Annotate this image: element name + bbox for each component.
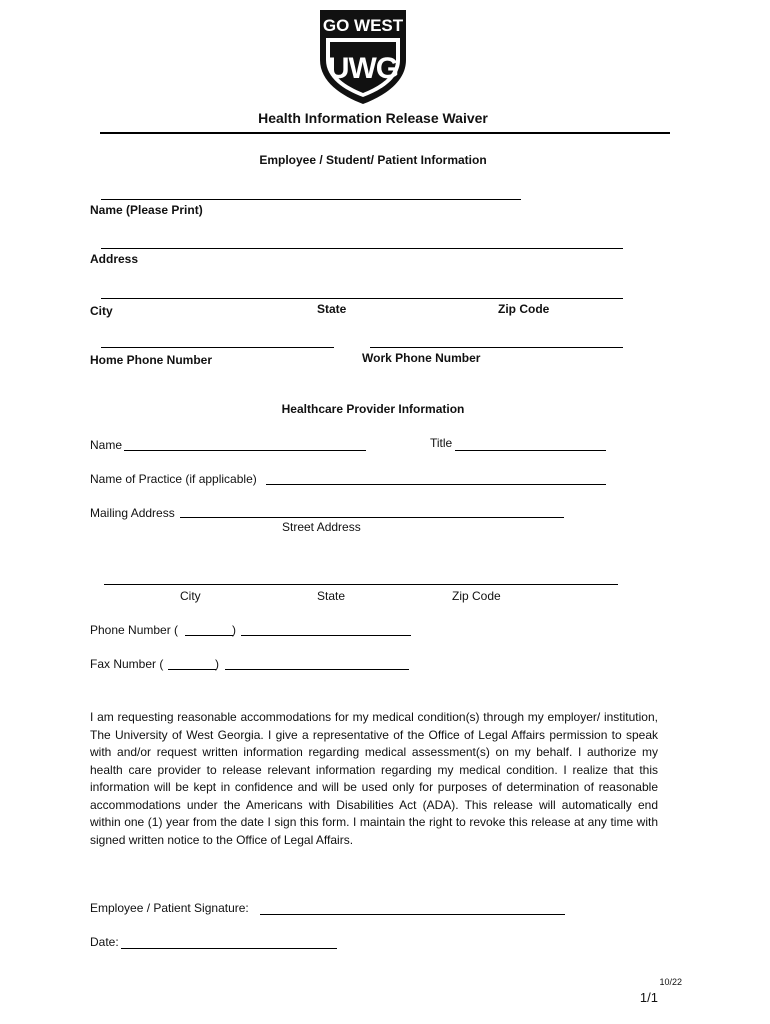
section-heading-provider: Healthcare Provider Information (281, 402, 465, 416)
fax-paren-close: ) (215, 657, 219, 671)
work-phone-field[interactable] (370, 347, 623, 348)
logo-top-text: GO WEST (322, 16, 404, 35)
street-address-label: Street Address (282, 520, 361, 534)
revision-date: 10/22 (659, 977, 682, 987)
state-label: State (317, 302, 347, 316)
name-label: Name (Please Print) (90, 203, 203, 217)
provider-city-label: City (180, 589, 201, 603)
provider-name-label: Name (90, 438, 123, 452)
phone-number-label: Phone Number ( (90, 623, 179, 637)
page-title: Health Information Release Waiver (258, 110, 488, 126)
fax-number-field[interactable] (225, 669, 409, 670)
provider-title-label: Title (430, 436, 453, 450)
logo-main-text: UWG (327, 52, 399, 85)
provider-state-label: State (317, 589, 346, 603)
mailing-address-label: Mailing Address (90, 506, 175, 520)
home-phone-field[interactable] (101, 347, 334, 348)
provider-zip-label: Zip Code (452, 589, 501, 603)
section-heading-employee: Employee / Student/ Patient Information (259, 153, 487, 167)
signature-field[interactable] (260, 900, 565, 915)
name-field[interactable] (101, 199, 521, 200)
title-rule (100, 132, 670, 134)
city-state-zip-field[interactable] (101, 298, 623, 299)
work-phone-label: Work Phone Number (362, 351, 481, 365)
provider-city-state-zip-field[interactable] (104, 584, 618, 585)
phone-paren-close: ) (232, 623, 236, 637)
practice-field[interactable] (266, 484, 606, 485)
uwg-go-west-logo (318, 8, 408, 106)
mailing-address-field[interactable] (180, 517, 564, 518)
address-field[interactable] (101, 248, 623, 249)
provider-title-field[interactable] (455, 450, 606, 451)
city-label: City (90, 304, 113, 318)
date-field[interactable] (121, 934, 337, 949)
home-phone-label: Home Phone Number (90, 353, 213, 367)
release-statement: I am requesting reasonable accommodations for my medical condition(s) through my employer/ institution, The University of West Georgia. I give a representative of the Office of Legal Affairs permission to speak with and/or request written information regarding medical assessment(s) on my behalf. I authorize my health care provider to release relevant information regarding my medical condition. I realize that this information will be kept in confidence and will be used only for purposes of determination of reasonable accommodations under the Americans with Disabilities Act (ADA). This release will automatically end within one (1) year from the date I sign this form. I maintain the right to revoke this release at any time with signed written notice to the Office of Legal Affairs. (90, 710, 658, 847)
date-label: Date: (90, 935, 119, 949)
zip-label: Zip Code (498, 302, 550, 316)
page-number: 1/1 (639, 990, 658, 1005)
provider-name-field[interactable] (124, 450, 366, 451)
signature-label: Employee / Patient Signature: (90, 901, 249, 915)
fax-area-code-field[interactable] (168, 669, 216, 670)
address-label: Address (90, 252, 139, 266)
practice-label: Name of Practice (if applicable) (90, 472, 257, 486)
phone-number-field[interactable] (241, 635, 411, 636)
fax-number-label: Fax Number ( (90, 657, 164, 671)
phone-area-code-field[interactable] (185, 635, 233, 636)
